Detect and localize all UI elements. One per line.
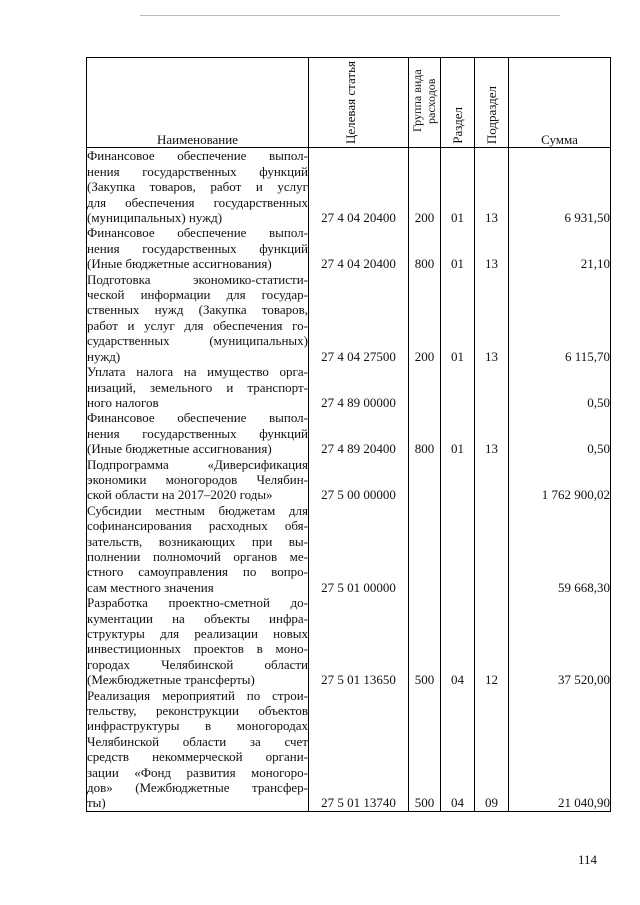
row-name-line: для обеспечения государственных: [87, 194, 308, 210]
table-row: [87, 272, 611, 364]
row-name-line: средств некоммерческой органи-: [87, 749, 308, 765]
row-name-line: инфраструктуры в моногородах: [87, 718, 308, 734]
row-sum: 21,10: [509, 225, 611, 271]
page-top-rule: [140, 15, 560, 16]
row-section: 04: [441, 595, 475, 687]
row-name-line: городах Челябинской области: [87, 656, 308, 672]
row-expense-group: 200: [409, 272, 441, 364]
row-expense-group: [409, 364, 441, 410]
row-name-line: ственных нужд (Закупка товаров,: [87, 302, 308, 318]
row-target-article: 27 4 04 20400: [309, 225, 409, 271]
row-sum: 1 762 900,02: [509, 457, 611, 503]
row-name-line: Финансовое обеспечение выпол-: [87, 410, 308, 426]
row-target-article: 27 5 01 13650: [309, 595, 409, 687]
row-expense-group: 200: [409, 148, 441, 226]
header-target-article: Целевая статья: [309, 58, 409, 148]
row-expense-group: 800: [409, 410, 441, 456]
row-name-line: Финансовое обеспечение выпол-: [87, 225, 308, 241]
table-header-row: [87, 58, 611, 148]
row-subsection: 12: [475, 595, 509, 687]
row-subsection: [475, 364, 509, 410]
row-name-line: ты): [87, 795, 106, 811]
row-target-article: 27 4 89 20400: [309, 410, 409, 456]
row-subsection: 13: [475, 148, 509, 226]
row-name-line: нужд): [87, 348, 121, 364]
row-sum: 0,50: [509, 410, 611, 456]
row-subsection: 13: [475, 410, 509, 456]
row-name-line: Финансовое обеспечение выпол-: [87, 148, 308, 164]
row-name-line: (Иные бюджетные ассигнования): [87, 441, 272, 457]
row-name: [87, 272, 309, 364]
row-name-line: Подпрограмма «Диверсификация: [87, 456, 308, 472]
budget-table: [86, 57, 611, 812]
row-subsection: 13: [475, 272, 509, 364]
header-name: Наименование: [87, 58, 309, 148]
row-name-line: Реализация мероприятий по строи-: [87, 687, 308, 703]
row-name-line: полнении полномочий органов ме-: [87, 548, 308, 564]
row-name-line: нения государственных функций: [87, 163, 308, 179]
row-target-article: 27 5 00 00000: [309, 457, 409, 503]
table-row: [87, 148, 611, 226]
row-section: [441, 457, 475, 503]
row-target-article: 27 5 01 13740: [309, 688, 409, 812]
row-name-line: ного налогов: [87, 394, 159, 410]
row-name-line: кументации на объекты инфра-: [87, 610, 308, 626]
row-name: [87, 503, 309, 595]
row-section: [441, 364, 475, 410]
row-name: [87, 225, 309, 271]
header-sum: Сумма: [509, 58, 611, 148]
row-name-line: дов» (Межбюджетные трансфер-: [87, 780, 308, 796]
table-row: [87, 225, 611, 271]
page-number: 114: [578, 852, 598, 867]
row-name-line: экономики моногородов Челябин-: [87, 471, 308, 487]
row-section: 01: [441, 148, 475, 226]
row-name: [87, 688, 309, 812]
table-row: [87, 595, 611, 687]
row-subsection: [475, 457, 509, 503]
table-row: [87, 503, 611, 595]
row-expense-group: 500: [409, 595, 441, 687]
row-sum: 21 040,90: [509, 688, 611, 812]
row-name-line: Разработка проектно-сметной до-: [87, 595, 308, 611]
row-section: [441, 503, 475, 595]
row-expense-group: [409, 457, 441, 503]
row-name-line: сам местного значения: [87, 579, 214, 595]
row-name-line: сударственных (муниципальных): [87, 333, 308, 349]
row-sum: 37 520,00: [509, 595, 611, 687]
row-name-line: стного самоуправления по вопро-: [87, 564, 308, 580]
row-expense-group: 800: [409, 225, 441, 271]
header-expense-group: Группа вида расходов: [409, 58, 441, 148]
row-name: [87, 410, 309, 456]
row-name-line: зации «Фонд развития моногоро-: [87, 764, 308, 780]
row-expense-group: [409, 503, 441, 595]
row-name-line: (Межбюджетные трансферты): [87, 672, 255, 688]
table-row: [87, 364, 611, 410]
row-expense-group: 500: [409, 688, 441, 812]
row-name-line: ческой информации для государ-: [87, 287, 308, 303]
row-target-article: 27 4 89 00000: [309, 364, 409, 410]
row-name-line: нения государственных функций: [87, 240, 308, 256]
row-section: 04: [441, 688, 475, 812]
row-sum: 6 931,50: [509, 148, 611, 226]
row-name-line: зательств, возникающих при вы-: [87, 533, 308, 549]
row-name: [87, 148, 309, 226]
table-row: [87, 410, 611, 456]
table-row: [87, 457, 611, 503]
row-target-article: 27 5 01 00000: [309, 503, 409, 595]
row-name-line: Уплата налога на имущество орга-: [87, 364, 308, 380]
row-name-line: софинансирования расходных обя-: [87, 518, 308, 534]
row-name-line: Субсидии местным бюджетам для: [87, 502, 308, 518]
row-subsection: 13: [475, 225, 509, 271]
row-target-article: 27 4 04 20400: [309, 148, 409, 226]
row-name: [87, 457, 309, 503]
row-section: 01: [441, 272, 475, 364]
row-section: 01: [441, 410, 475, 456]
row-name-line: нения государственных функций: [87, 425, 308, 441]
row-name: [87, 595, 309, 687]
row-name-line: структуры для реализации новых: [87, 626, 308, 641]
row-name-line: тельству, реконструкции объектов: [87, 703, 308, 719]
row-section: 01: [441, 225, 475, 271]
row-name-line: работ и услуг для обеспечения го-: [87, 317, 308, 333]
row-name-line: (муниципальных) нужд): [87, 210, 223, 226]
table-row: [87, 688, 611, 812]
row-name-line: низаций, земельного и транспорт-: [87, 379, 308, 395]
header-subsection: Подраздел: [475, 58, 509, 148]
row-subsection: [475, 503, 509, 595]
row-name: [87, 364, 309, 410]
row-sum: 59 668,30: [509, 503, 611, 595]
row-name-line: (Закупка товаров, работ и услуг: [87, 179, 308, 195]
row-name-line: ской области на 2017–2020 годы»: [87, 487, 273, 503]
row-name-line: Челябинской области за счет: [87, 733, 308, 749]
row-sum: 0,50: [509, 364, 611, 410]
row-name-line: Подготовка экономико-статисти-: [87, 271, 308, 287]
row-name-line: инвестиционных проектов в моно-: [87, 641, 308, 657]
header-section: Раздел: [441, 58, 475, 148]
row-sum: 6 115,70: [509, 272, 611, 364]
row-subsection: 09: [475, 688, 509, 812]
row-name-line: (Иные бюджетные ассигнования): [87, 256, 272, 272]
row-target-article: 27 4 04 27500: [309, 272, 409, 364]
